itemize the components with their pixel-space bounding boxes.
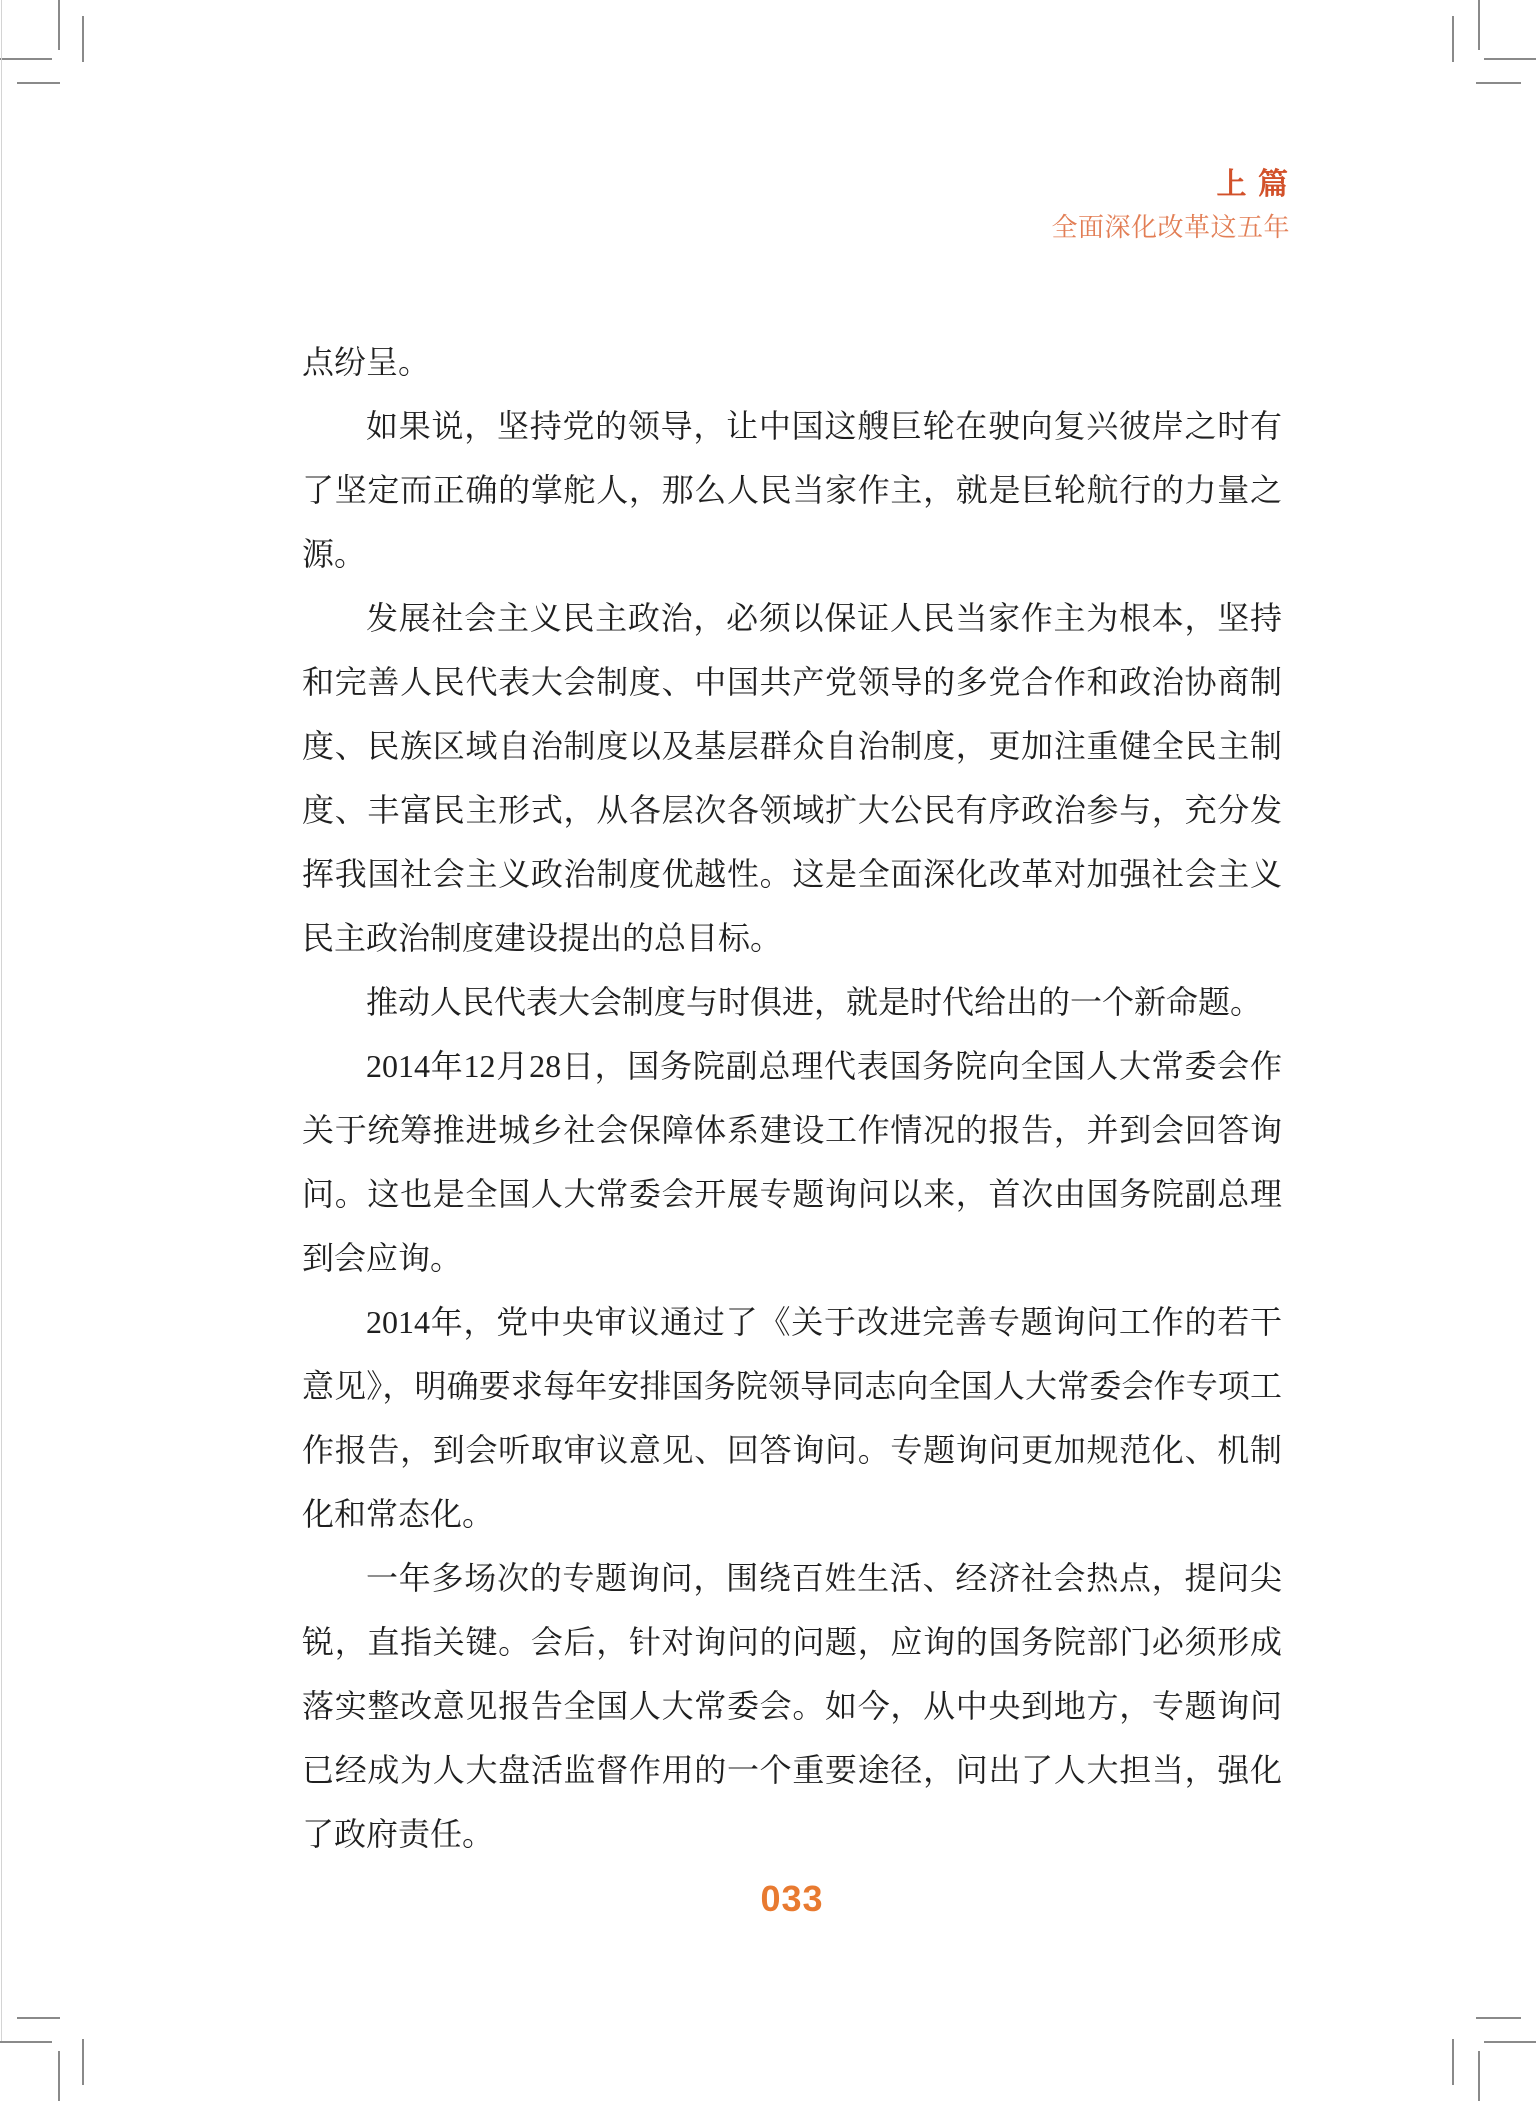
trim-mark-line — [82, 2039, 84, 2085]
trim-mark-line — [1484, 2041, 1536, 2043]
body-paragraph: 推动人民代表大会制度与时俱进，就是时代给出的一个新命题。 — [366, 984, 1263, 1020]
trim-mark-line — [1476, 2017, 1521, 2019]
book-title: 全面深化改革这五年 — [1051, 213, 1290, 242]
trim-mark-line — [17, 82, 60, 84]
trim-mark-line — [1452, 2039, 1454, 2085]
trim-mark-line — [1478, 0, 1480, 50]
trim-mark-line — [58, 0, 60, 50]
body-paragraph: 2014年12月28日，国务院副总理代表国务院向全国人大常委会作关于统筹推进城乡社会保障体系建设工作情况的报告，并到会回答询问。这也是全国人大常委会开展专题询问以来，首次由国务院副总理到会应询。 — [302, 1048, 1282, 1276]
trim-mark-line — [1476, 82, 1521, 84]
body-paragraph: 如果说，坚持党的领导，让中国这艘巨轮在驶向复兴彼岸之时有了坚定而正确的掌舵人，那么人民当家作主，就是巨轮航行的力量之源。 — [302, 408, 1282, 572]
trim-mark-line — [58, 2051, 60, 2101]
trim-mark-line — [1484, 58, 1536, 60]
trim-mark-line — [0, 2041, 52, 2043]
body-paragraph: 2014年，党中央审议通过了《关于改进完善专题询问工作的若干意见》，明确要求每年安排国务院领导同志向全国人大常委会作专项工作报告，到会听取审议意见、回答询问。专题询问更加规范化、机制化和常态化。 — [302, 1304, 1282, 1532]
part-label: 上 篇 — [1216, 168, 1290, 201]
trim-mark-line — [17, 2017, 60, 2019]
trim-mark-line — [0, 58, 52, 60]
page-number: 033 — [760, 1878, 824, 1919]
body-paragraph: 发展社会主义民主政治，必须以保证人民当家作主为根本，坚持和完善人民代表大会制度、中国共产党领导的多党合作和政治协商制度、民族区域自治制度以及基层群众自治制度，更加注重健全民主制度、丰富民主形式，从各层次各领域扩大公民有序政治参与，充分发挥我国社会主义政治制度优越性。这是全面深化改革对加强社会主义民主政治制度建设提出的总目标。 — [302, 600, 1282, 956]
trim-mark-line — [1478, 2051, 1480, 2101]
running-header — [1051, 168, 1290, 243]
body-paragraph: 一年多场次的专题询问，围绕百姓生活、经济社会热点，提问尖锐，直指关键。会后，针对询问的问题，应询的国务院部门必须形成落实整改意见报告全国人大常委会。如今，从中央到地方，专题询问已经成为人大盘活监督作用的一个重要途径，问出了人大担当，强化了政府责任。 — [302, 1560, 1282, 1852]
trim-mark-line — [1452, 16, 1454, 62]
page-edge-line — [1, 0, 2, 2041]
body-paragraph: 点纷呈。 — [302, 344, 431, 380]
body-text — [302, 330, 1282, 1866]
trim-mark-line — [82, 16, 84, 62]
